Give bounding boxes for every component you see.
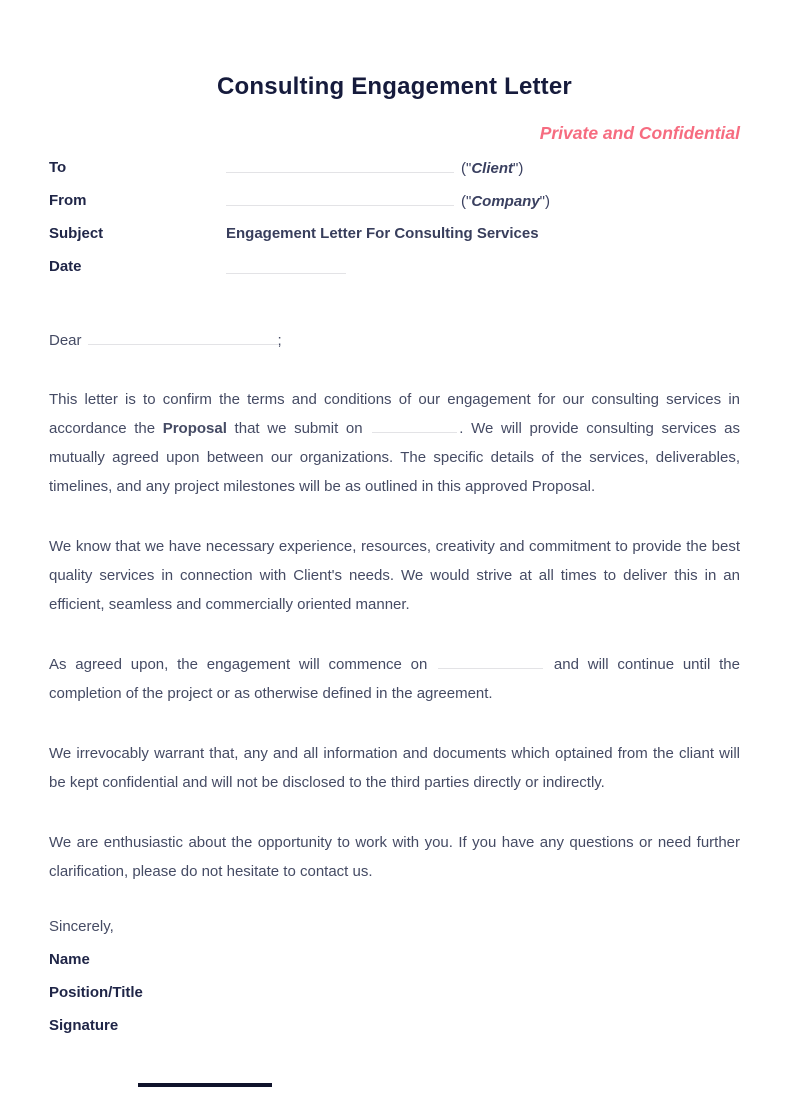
field-label-from: From: [49, 192, 87, 209]
fill-in-blank: [372, 420, 457, 433]
body-paragraph: [49, 532, 740, 619]
field-value-to: [226, 158, 523, 177]
body-paragraph: [49, 739, 740, 797]
salutation-greeting: Dear: [49, 332, 82, 349]
salutation-line: [49, 330, 740, 350]
from-annotation-open: (": [461, 193, 472, 210]
field-label-date: Date: [49, 258, 82, 275]
to-annotation: [461, 160, 523, 177]
closing-lines: [49, 950, 740, 1036]
salutation-fill-in-line: [88, 330, 278, 345]
paragraph-text: As agreed upon, the engagement will commence on: [49, 656, 437, 673]
field-row-to: [49, 151, 740, 184]
subject-value: Engagement Letter For Consulting Services: [226, 225, 539, 242]
field-label-subject: Subject: [49, 225, 104, 242]
from-annotation-name: Company: [471, 193, 540, 210]
paragraph-text: and will continue until the completion of the project or as otherwise defined in the agreement.: [49, 656, 740, 702]
signoff-line: Sincerely,: [49, 918, 114, 935]
paragraph-text: We are enthusiastic about the opportunity to work with you. If you have any questions or need further clarification, please do not hesitate to contact us.: [49, 834, 740, 880]
address-fields: [49, 151, 740, 283]
to-annotation-open: (": [461, 160, 472, 177]
to-annotation-name: Client: [471, 160, 513, 177]
closing-block: [49, 917, 740, 1036]
signature-bar: [138, 1083, 272, 1087]
field-label-to: To: [49, 159, 67, 176]
to-annotation-close: "): [513, 160, 524, 177]
paragraph-text: We know that we have necessary experience, resources, creativity and commitment to provide the best quality services in connection with Client's needs. We would strive at all times to deliver this in an efficient, seamless and commercially oriented manner.: [49, 538, 740, 613]
confidentiality-notice: Private and Confidential: [539, 123, 740, 143]
closing-line: Signature: [49, 1017, 119, 1034]
field-row-subject: [49, 217, 740, 250]
closing-line: Position/Title: [49, 984, 143, 1001]
fill-in-blank: [438, 656, 543, 669]
field-row-date: [49, 250, 740, 283]
field-value-from: [226, 191, 550, 210]
bold-text: Proposal: [162, 420, 227, 437]
body-paragraphs: [49, 385, 740, 886]
closing-line: Name: [49, 951, 90, 968]
paragraph-text: We irrevocably warrant that, any and all information and documents which optained from the cliant will be kept confidential and will not be disclosed to the third parties directly or indirectly.: [49, 745, 740, 791]
from-annotation-close: "): [539, 193, 550, 210]
from-fill-in-line: [226, 191, 454, 206]
body-paragraph: [49, 828, 740, 886]
salutation-punctuation: ;: [277, 332, 282, 349]
paragraph-text: that we submit on: [226, 420, 371, 437]
letter-title: Consulting Engagement Letter: [217, 73, 572, 100]
paragraph-text: . We will provide consulting services as mutually agreed upon between our organizations. The specific details of the services, deliverables, timelines, and any project milestones will be as outlined in this approved Proposal.: [49, 420, 740, 495]
body-paragraph: [49, 385, 740, 501]
to-fill-in-line: [226, 158, 454, 173]
date-fill-in-line: [226, 259, 346, 274]
field-value-date: [226, 259, 346, 274]
from-annotation: [461, 193, 550, 210]
field-row-from: [49, 184, 740, 217]
body-paragraph: [49, 650, 740, 708]
paragraph-text: This letter is to confirm the terms and conditions of our engagement for our consulting services in accordance the: [49, 391, 740, 437]
